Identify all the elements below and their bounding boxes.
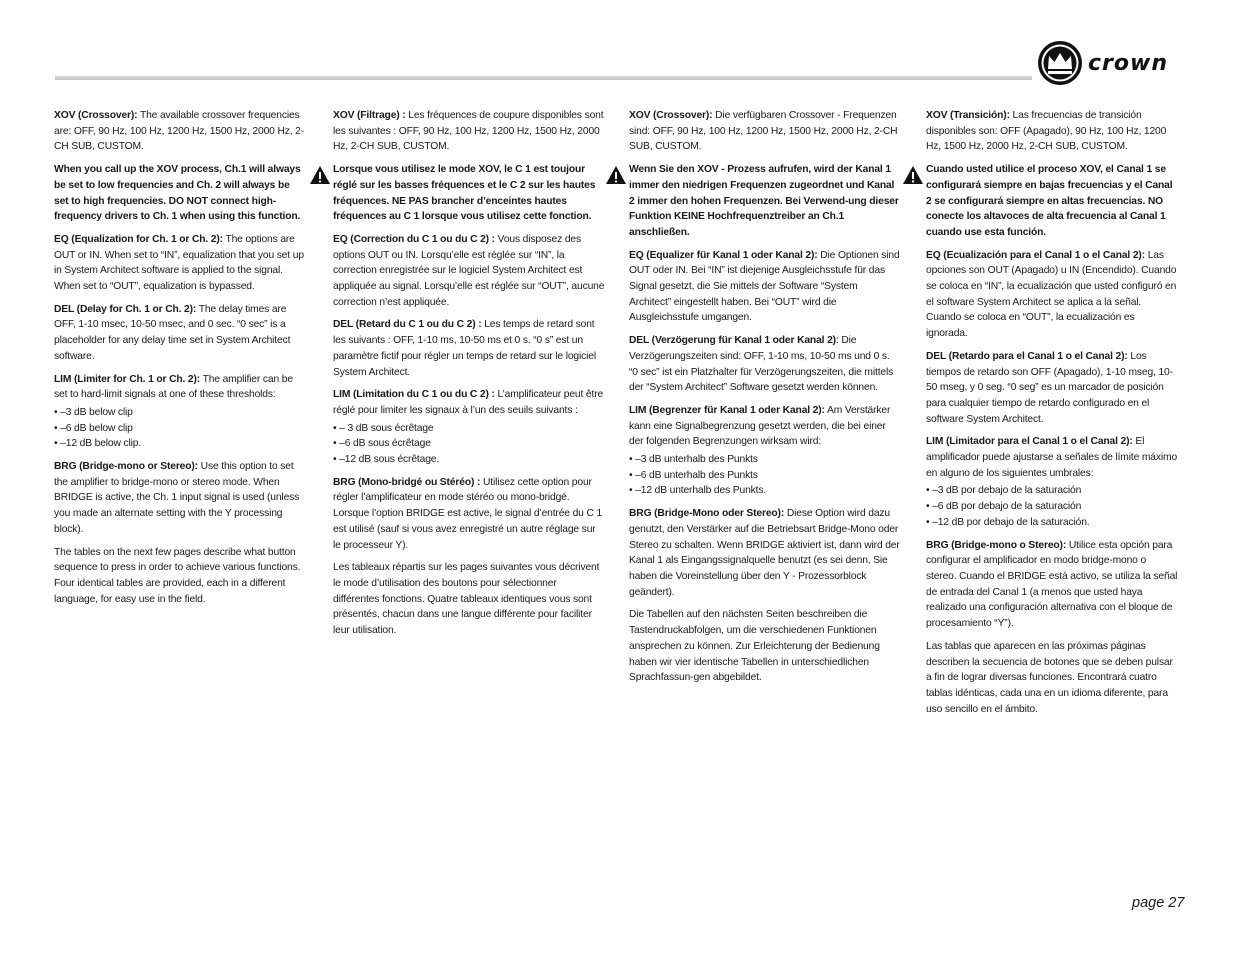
list-item: • –3 dB below clip <box>54 405 306 421</box>
del-text: Los tiempos de retardo son OFF (Apagado), 1-10 mseg, 10-50 mseg, y 0 seg. “0 seg” es un marcador de posición para cualquier tiempo de retardo configurado en el software System Architect. <box>926 350 1173 425</box>
brg-paragraph <box>333 475 605 554</box>
brg-paragraph <box>54 459 306 538</box>
eq-text: Vous disposez des options OUT ou IN. Lorsqu’elle est réglée sur “IN”, la correction enregistrée sur le logiciel System Architect est appliquée au signal. Lorsqu’elle est réglée sur “OUT”, aucune correction n’est appliquée. <box>333 233 605 308</box>
del-text: Les temps de retard sont les suivants : OFF, 1-10 ms, 10-50 ms et 0 s. “0 s” est un paramètre fictif pour régler un temps de retard sur le logiciel System Architect. <box>333 319 596 378</box>
threshold-list <box>333 421 605 468</box>
eq-heading: EQ (Ecualización para el Canal 1 o el Canal 2): <box>926 249 1145 261</box>
lim-text: L’amplificateur peut être réglé pour limiter les signaux à l’un des seuils suivants : <box>333 389 604 416</box>
list-item: • –6 dB below clip <box>54 421 306 437</box>
threshold-list <box>629 452 901 499</box>
xov-paragraph <box>333 108 605 155</box>
warning-paragraph <box>926 162 1178 241</box>
crown-logo <box>1036 38 1168 88</box>
tables-note: Die Tabellen auf den nächsten Seiten beschreiben die Tastendruckabfolgen, um die verschiedenen Funktionen ansprechen zu können. Zur Erleichterung der Bedienung haben wir vier identische Tabellen in unterschiedlichen Sprachfassun-gen abgebildet. <box>629 609 880 684</box>
del-paragraph <box>333 317 605 380</box>
xov-heading: XOV (Crossover): <box>629 110 713 121</box>
xov-heading: XOV (Transición): <box>926 110 1010 121</box>
list-item: • –6 dB unterhalb des Punkts <box>629 468 901 484</box>
eq-heading: EQ (Equalizer für Kanal 1 oder Kanal 2): <box>629 249 818 261</box>
lim-text: The amplifier can be set to hard-limit signals at one of these thresholds: <box>54 373 293 401</box>
del-heading: DEL (Retard du C 1 ou du C 2) : <box>333 319 482 331</box>
tables-note: The tables on the next few pages describe what button sequence to press in order to achieve various functions. Four identical tables are provided, each in a different language, for easy use in the field. <box>54 546 301 605</box>
xov-paragraph <box>926 108 1178 155</box>
eq-text: The options are OUT or IN. When set to “IN”, equalization that you set up in System Architect software is applied to the signal. When set to “OUT”, equalization is bypassed. <box>54 233 304 293</box>
warning-paragraph <box>629 162 901 241</box>
del-heading: DEL (Delay for Ch. 1 or Ch. 2): <box>54 303 197 315</box>
column-french <box>333 108 605 646</box>
list-item: • –6 dB sous écrêtage <box>333 436 605 452</box>
column-spanish <box>926 108 1178 724</box>
warning-paragraph <box>333 162 605 225</box>
warning-text: When you call up the XOV process, Ch.1 will always be set to low frequencies and Ch. 2 will always be set to high frequencies. DO NOT connect high-frequency drivers to Ch. 1 when using this function. <box>54 164 301 223</box>
lim-paragraph <box>54 372 306 403</box>
list-item: • –12 dB unterhalb des Punkts. <box>629 483 901 499</box>
list-item: • –6 dB por debajo de la saturación <box>926 499 1178 515</box>
warning-icon <box>309 165 331 185</box>
brg-paragraph <box>629 506 901 600</box>
brg-heading: BRG (Bridge-Mono oder Stereo): <box>629 508 785 520</box>
list-item: • –12 dB below clip. <box>54 436 306 452</box>
brg-text: Diese Option wird dazu genutzt, den Verstärker auf die Betriebsart Bridge-Mono oder Stereo zu schalten. Wenn BRIDGE aktiviert ist, dann wird der Kanal 1 als Eingangssignalquelle benutzt (es sei denn, Sie haben die Voreinstellung über den Y - Prozessorblock geändert). <box>629 508 900 598</box>
xov-text: The available crossover frequencies are: OFF, 90 Hz, 100 Hz, 1200 Hz, 1500 Hz, 2000 Hz, 2-CH SUB, CUSTOM. <box>54 110 305 153</box>
lim-heading: LIM (Limitation du C 1 ou du C 2) : <box>333 389 495 401</box>
tables-note: Les tableaux répartis sur les pages suivantes vous décrivent le mode d’utilisation des boutons pour sélectionner différentes fonctions. Quatre tableaux identiques vous sont présentés, chacun dans une langue différente pour faciliter leur utilisation. <box>333 562 600 637</box>
xov-heading: XOV (Crossover): <box>54 110 138 121</box>
brg-text: Utilice esta opción para configurar el amplificador en modo bridge-mono o stereo. Cuando el BRIDGE está activo, se utiliza la señal de entrada del Canal 1 (a menos que usted haya realizado una configuración alternativa con el bloque de procesamiento “Y”). <box>926 539 1178 630</box>
column-english <box>54 108 306 614</box>
eq-paragraph <box>54 232 306 295</box>
eq-paragraph <box>926 248 1178 342</box>
crown-badge-icon <box>1036 39 1084 87</box>
eq-heading: EQ (Equalization for Ch. 1 or Ch. 2): <box>54 233 223 245</box>
warning-icon <box>605 165 627 185</box>
brg-text: Use this option to set the amplifier to bridge-mono or stereo mode. When BRIDGE is active, the Ch. 1 input signal is used (unless you made an alternate setting with the Y processing block). <box>54 461 300 535</box>
del-text: The delay times are OFF, 1-10 msec, 10-50 msec, and 0 sec. “0 sec” is a placeholder for any delay time set in System Architect software. <box>54 303 291 362</box>
list-item: • –3 dB por debajo de la saturación <box>926 483 1178 499</box>
xov-heading: XOV (Filtrage) : <box>333 110 406 121</box>
xov-text: Die verfügbaren Crossover - Frequenzen sind: OFF, 90 Hz, 100 Hz, 1200 Hz, 1500 Hz, 2000 Hz, 2-CH SUB, CUSTOM. <box>629 110 898 153</box>
eq-paragraph <box>629 248 901 327</box>
brg-heading: BRG (Mono-bridgé ou Stéréo) : <box>333 476 481 488</box>
brand-name: crown <box>1088 50 1168 76</box>
xov-text: Les fréquences de coupure disponibles sont les suivantes : OFF, 90 Hz, 100 Hz, 1200 Hz, 1500 Hz, 2000 Hz, 2-CH SUB, CUSTOM. <box>333 110 604 153</box>
del-paragraph <box>54 302 306 365</box>
eq-paragraph <box>333 232 605 311</box>
list-item: • –12 dB por debajo de la saturación. <box>926 515 1178 531</box>
lim-paragraph <box>333 387 605 418</box>
list-item: • –3 dB unterhalb des Punkts <box>629 452 901 468</box>
warning-paragraph <box>54 162 306 225</box>
list-item: • –12 dB sous écrêtage. <box>333 452 605 468</box>
brg-paragraph <box>926 538 1178 632</box>
warning-text: Cuando usted utilice el proceso XOV, el Canal 1 se configurará siempre en bajas frecuencias y el Canal 2 se configurará siempre en altas frecuencias. NO conecte los altavoces de alta frecuencia al Canal 1 cuando use esta función. <box>926 164 1173 238</box>
eq-heading: EQ (Correction du C 1 ou du C 2) : <box>333 233 495 245</box>
xov-text: Las frecuencias de transición disponibles son: OFF (Apagado), 90 Hz, 100 Hz, 1200 Hz, 1500 Hz, 2000 Hz, 2-CH SUB, CUSTOM. <box>926 110 1167 153</box>
page-number: page 27 <box>1132 895 1185 911</box>
del-paragraph <box>629 333 901 396</box>
del-paragraph <box>926 349 1178 428</box>
threshold-list <box>54 405 306 452</box>
lim-heading: LIM (Begrenzer für Kanal 1 oder Kanal 2): <box>629 404 825 416</box>
header-rule <box>55 76 1032 80</box>
xov-paragraph <box>54 108 306 155</box>
warning-text: Wenn Sie den XOV - Prozess aufrufen, wird der Kanal 1 immer den niedrigen Frequenzen zugeordnet und Kanal 2 immer den hohen Frequenzen. Bei Verwend-ung dieser Funktion KEINE Hochfrequenztreiber an Ch.1 anschließen. <box>629 164 899 238</box>
brg-heading: BRG (Bridge-mono o Stereo): <box>926 539 1067 551</box>
xov-paragraph <box>629 108 901 155</box>
lim-heading: LIM (Limiter for Ch. 1 or Ch. 2): <box>54 373 201 385</box>
del-heading: DEL (Verzögerung für Kanal 1 oder Kanal 2) <box>629 335 836 347</box>
lim-text: El amplificador puede ajustarse a señales de límite máximo en alguno de los siguientes umbrales: <box>926 436 1178 479</box>
del-text: : Die Verzögerungszeiten sind: OFF, 1-10 ms, 10-50 ms und 0 s. “0 sec” ist ein Platzhalter für Verzögerungszeiten, die mittels der “System Architect” Software gesetzt werden können. <box>629 335 894 394</box>
warning-icon <box>902 165 924 185</box>
eq-text: Las opciones son OUT (Apagado) u IN (Encendido). Cuando se coloca en “IN”, la ecualización que usted configuró en el software System Architect se aplica a la señal. Cuando se coloca en “OUT”, la ecualización es ignorada. <box>926 249 1177 340</box>
tables-note: Las tablas que aparecen en las próximas páginas describen la secuencia de botones que se deben pulsar a fin de lograr diversas funciones. Encontrará cuatro tablas idénticas, cada una en un idioma diferente, para uso sencillo en el ámbito. <box>926 640 1173 715</box>
del-heading: DEL (Retardo para el Canal 1 o el Canal 2): <box>926 350 1128 362</box>
list-item: • – 3 dB sous écrêtage <box>333 421 605 437</box>
column-german <box>629 108 901 693</box>
lim-paragraph <box>629 403 901 450</box>
lim-heading: LIM (Limitador para el Canal 1 o el Canal 2): <box>926 436 1133 448</box>
warning-text: Lorsque vous utilisez le mode XOV, le C 1 est toujour réglé sur les basses fréquences et le C 2 sur les hautes fréquences. NE PAS brancher d’enceintes hautes fréquences au C 1 lorsque vous utilisez cette fonction. <box>333 164 596 223</box>
brg-heading: BRG (Bridge-mono or Stereo): <box>54 461 198 473</box>
eq-text: Die Optionen sind OUT oder IN. Bei “IN” ist diejenige Ausgleichsstufe für das Signal gesetzt, die Sie mittels der Software “System Architect” eingestellt haben. Bei “OUT” wird die Ausgleichsstufe umgangen. <box>629 249 900 324</box>
lim-paragraph <box>926 434 1178 481</box>
threshold-list <box>926 483 1178 530</box>
brg-text: Utilisez cette option pour régler l’amplificateur en mode stéréo ou mono-bridgé. Lorsque l’option BRIDGE est active, le signal d’entrée du C 1 est utilisé (sauf si vous avez enregistré un autre réglage sur le processeur Y). <box>333 476 603 551</box>
lim-text: Am Verstärker kann eine Signalbegrenzung gesetzt werden, die bei einer der folgenden Begrenzungen wirksam wird: <box>629 404 891 448</box>
